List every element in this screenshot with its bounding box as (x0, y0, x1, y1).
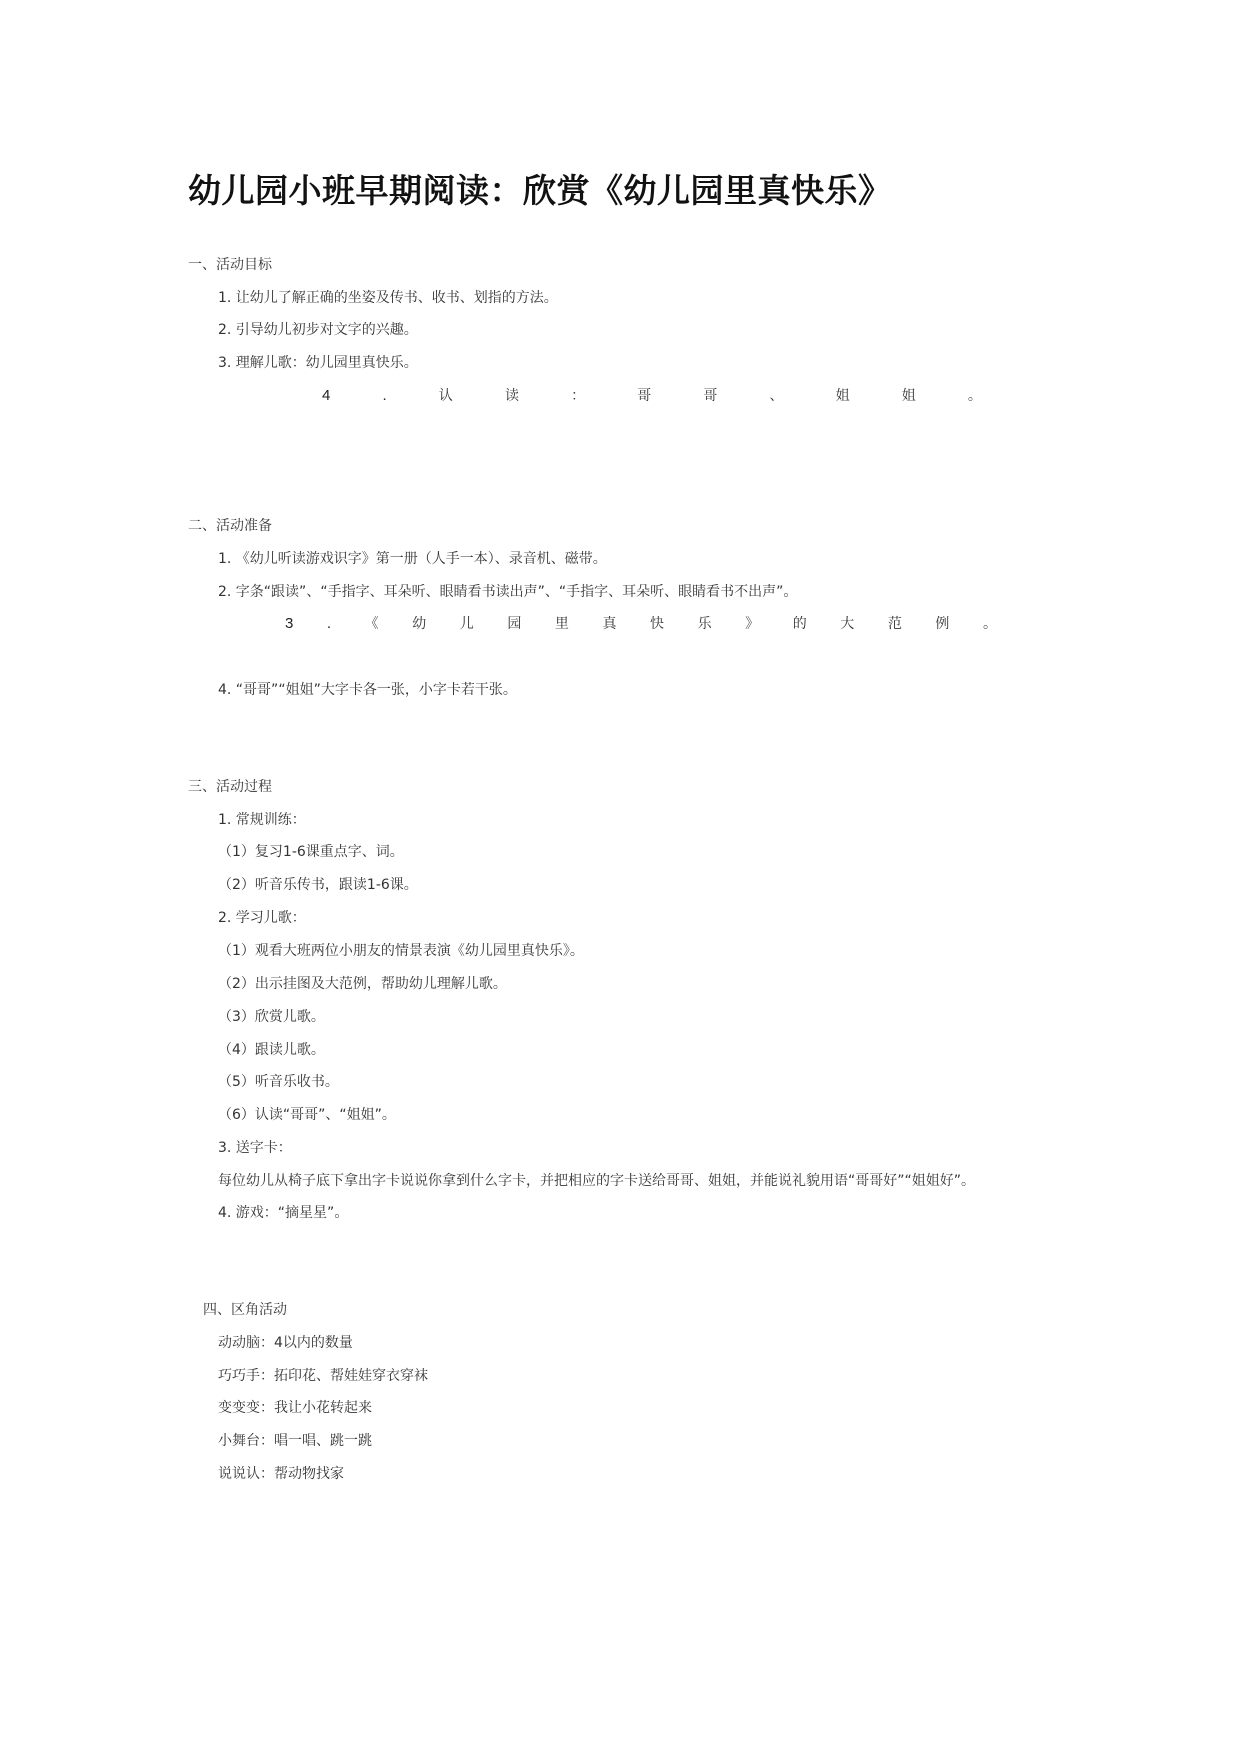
prep-item-3-char: 快 (650, 616, 665, 632)
process-line-11: 3. 送字卡： (218, 1140, 292, 1156)
goal-item-3: 3. 理解儿歌：幼儿园里真快乐。 (218, 355, 418, 371)
prep-item-3-char: 幼 (412, 616, 427, 632)
prep-item-3-char: 例 (935, 616, 950, 632)
prep-item-3-char: 《 (364, 616, 379, 632)
goal-item-4-char: . (382, 387, 387, 404)
prep-item-4: 4. “哥哥”“姐姐”大字卡各一张，小字卡若干张。 (218, 682, 517, 698)
corner-line-4: 小舞台：唱一唱、跳一跳 (218, 1433, 372, 1449)
process-line-7: （3）欣赏儿歌。 (218, 1009, 325, 1025)
goal-item-4-char: 姐 (835, 388, 850, 404)
process-line-9: （5）听音乐收书。 (218, 1074, 339, 1090)
section-heading-preparation: 二、活动准备 (188, 518, 272, 534)
goal-item-1: 1. 让幼儿了解正确的坐姿及传书、收书、划指的方法。 (218, 290, 558, 306)
goal-item-4-char: 哥 (637, 388, 652, 404)
process-line-10: （6）认读“哥哥”、“姐姐”。 (218, 1107, 396, 1123)
prep-item-3-char: 乐 (697, 616, 712, 632)
goal-item-4-char: 读 (504, 388, 519, 404)
process-line-4: 2. 学习儿歌： (218, 910, 306, 926)
prep-item-3-char: 儿 (459, 616, 474, 632)
prep-item-1: 1. 《幼儿听读游戏识字》第一册（人手一本）、录音机、磁带。 (218, 551, 607, 567)
prep-item-3 (285, 615, 997, 633)
process-line-3: （2）听音乐传书，跟读1-6课。 (218, 877, 418, 893)
document-title: 幼儿园小班早期阅读：欣赏《幼儿园里真快乐》 (188, 171, 892, 210)
prep-item-3-char: 的 (792, 616, 807, 632)
corner-line-1: 动动脑：4以内的数量 (218, 1335, 353, 1351)
goal-item-4-char: 。 (967, 388, 982, 404)
prep-item-3-char: 里 (554, 616, 569, 632)
section-heading-goals: 一、活动目标 (188, 257, 272, 273)
process-line-13: 4. 游戏：“摘星星”。 (218, 1205, 349, 1221)
prep-item-3-char: 。 (982, 616, 997, 632)
section-heading-corner-activities: 四、区角活动 (203, 1302, 287, 1318)
goal-item-4-char: 认 (438, 388, 453, 404)
prep-item-2: 2. 字条“跟读”、“手指字、耳朵听、眼睛看书读出声”、“手指字、耳朵听、眼睛看书不出声”。 (218, 584, 798, 600)
goal-item-4-char: 哥 (703, 388, 718, 404)
prep-item-3-char: 大 (840, 616, 855, 632)
process-line-5: （1）观看大班两位小朋友的情景表演《幼儿园里真快乐》。 (218, 943, 584, 959)
corner-line-3: 变变变：我让小花转起来 (218, 1400, 372, 1416)
process-line-8: （4）跟读儿歌。 (218, 1042, 325, 1058)
corner-line-2: 巧巧手：拓印花、帮娃娃穿衣穿袜 (218, 1368, 428, 1384)
goal-item-4-char: 4 (322, 387, 331, 404)
goal-item-4-char: 、 (769, 388, 784, 404)
process-line-1: 1. 常规训练： (218, 812, 306, 828)
corner-line-5: 说说认：帮动物找家 (218, 1466, 344, 1482)
process-line-2: （1）复习1-6课重点字、词。 (218, 844, 404, 860)
goal-item-4 (322, 387, 982, 405)
goal-item-2: 2. 引导幼儿初步对文字的兴趣。 (218, 322, 418, 338)
prep-item-3-char: 真 (602, 616, 617, 632)
goal-item-4-char: 姐 (901, 388, 916, 404)
process-line-6: （2）出示挂图及大范例，帮助幼儿理解儿歌。 (218, 976, 507, 992)
prep-item-3-char: . (326, 615, 332, 632)
section-heading-process: 三、活动过程 (188, 779, 272, 795)
prep-item-3-char: 》 (745, 616, 760, 632)
prep-item-3-char: 范 (887, 616, 902, 632)
prep-item-3-char: 3 (285, 615, 294, 632)
process-line-12: 每位幼儿从椅子底下拿出字卡说说你拿到什么字卡，并把相应的字卡送给哥哥、姐姐，并能说礼貌用语“哥哥好”“姐姐好”。 (218, 1173, 976, 1189)
prep-item-3-char: 园 (507, 616, 522, 632)
goal-item-4-char: ： (571, 388, 586, 404)
